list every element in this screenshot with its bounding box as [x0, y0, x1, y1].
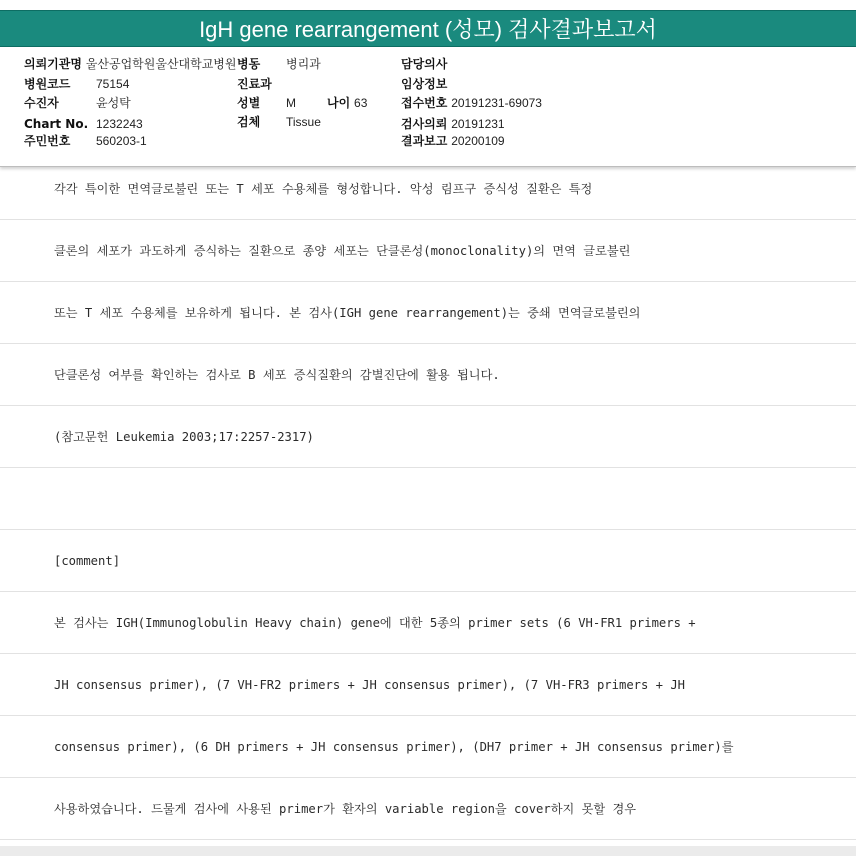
body-line-5: (참고문헌 Leukemia 2003;17:2257-2317) — [0, 406, 856, 468]
report-value: 20200109 — [451, 134, 505, 148]
chart-label: Chart No. — [24, 117, 89, 131]
body-line-8: 본 검사는 IGH(Immunoglobulin Heavy chain) gene에 대한 5종의 primer sets (6 VH-FR1 primers + — [0, 592, 856, 654]
body-line-3: 또는 T 세포 수용체를 보유하게 됩니다. 본 검사(IGH gene rearrangement)는 중쇄 면역글로불린의 — [0, 282, 856, 344]
info-specimen — [237, 112, 260, 132]
report-header — [0, 0, 856, 167]
resident-value: 560203-1 — [96, 134, 147, 148]
info-resident — [24, 131, 70, 151]
body-line-10: consensus primer), (6 DH primers + JH consensus primer), (DH7 primer + JH consensus primer)를 — [0, 716, 856, 778]
body-line-6 — [0, 468, 856, 530]
specimen-label: 검체 — [237, 115, 261, 129]
body-line-1: 각각 특이한 면역글로불린 또는 T 세포 수용체를 형성합니다. 악성 림프구 증식성 질환은 특정 — [0, 158, 856, 220]
info-report — [401, 131, 505, 151]
info-hospital-code — [24, 74, 70, 94]
chart-value: 1232243 — [96, 117, 143, 131]
age-value: 63 — [354, 96, 368, 110]
patient-label: 수진자 — [24, 96, 59, 110]
request-label: 검사의뢰 — [401, 117, 448, 131]
resident-value-wrap — [96, 131, 147, 151]
report-label: 결과보고 — [401, 134, 448, 148]
info-receipt — [401, 93, 542, 113]
hospital-code-value-wrap — [96, 74, 129, 94]
info-ward — [237, 54, 260, 74]
report-title: IgH gene rearrangement (성모) 검사결과보고서 — [0, 10, 856, 47]
info-age — [327, 93, 367, 113]
info-doctor — [401, 54, 447, 74]
info-institution — [24, 54, 237, 74]
info-patient — [24, 93, 59, 113]
ward-value: 병리과 — [286, 57, 321, 71]
patient-value: 윤성탁 — [96, 96, 131, 110]
hospital-code-label: 병원코드 — [24, 77, 71, 91]
ward-value-wrap — [286, 54, 321, 74]
sex-value-wrap — [286, 93, 296, 113]
patient-value-wrap — [96, 93, 131, 113]
report-body — [0, 158, 856, 846]
hospital-code-value: 75154 — [96, 77, 130, 91]
info-sex — [237, 93, 260, 113]
info-department — [237, 74, 272, 94]
specimen-value: Tissue — [286, 115, 321, 129]
info-clinical — [401, 74, 447, 94]
sex-label: 성별 — [237, 96, 261, 110]
doctor-label: 담당의사 — [401, 57, 448, 71]
body-line-9: JH consensus primer), (7 VH-FR2 primers + JH consensus primer), (7 VH-FR3 primers + JH — [0, 654, 856, 716]
body-line-11: 사용하였습니다. 드물게 검사에 사용된 primer가 환자의 variable region을 cover하지 못할 경우 — [0, 778, 856, 840]
sex-value: M — [286, 96, 296, 110]
body-line-2: 클론의 세포가 과도하게 증식하는 질환으로 종양 세포는 단클론성(monoclonality)의 면역 글로불린 — [0, 220, 856, 282]
receipt-label: 접수번호 — [401, 96, 448, 110]
specimen-value-wrap — [286, 112, 321, 132]
ward-label: 병동 — [237, 57, 261, 71]
institution-label: 의뢰기관명 — [24, 57, 82, 71]
clinical-info-label: 임상정보 — [401, 77, 448, 91]
body-line-4: 단클론성 여부를 확인하는 검사로 B 세포 증식질환의 감별진단에 활용 됩니다. — [0, 344, 856, 406]
body-line-7: [comment] — [0, 530, 856, 592]
institution-value: 울산공업학원울산대학교병원 — [85, 57, 237, 71]
receipt-value: 20191231-69073 — [451, 96, 542, 110]
department-label: 진료과 — [237, 77, 272, 91]
request-value: 20191231 — [451, 117, 505, 131]
resident-label: 주민번호 — [24, 134, 71, 148]
age-label: 나이 — [327, 96, 351, 110]
